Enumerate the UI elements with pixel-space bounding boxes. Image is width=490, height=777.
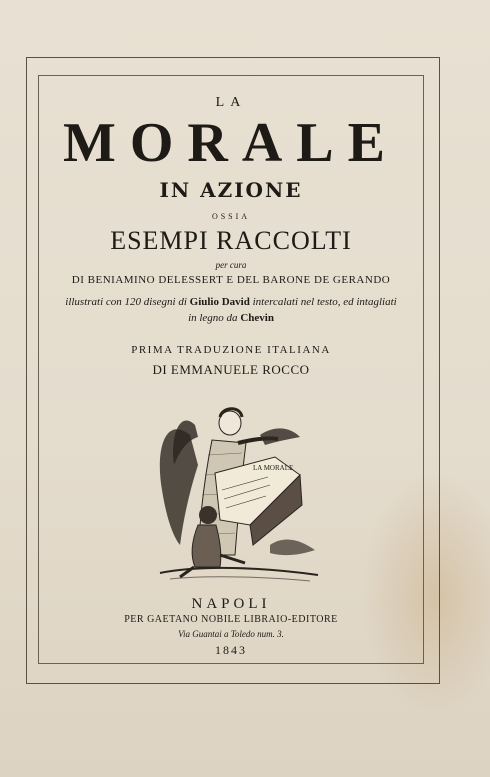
per-cura: per cura <box>215 260 247 270</box>
publication-year: 1843 <box>215 643 247 657</box>
publisher: PER GAETANO NOBILE LIBRAIO-EDITORE <box>124 614 338 625</box>
illustrator-name: Giulio David <box>189 296 250 308</box>
subtitle-2: ESEMPI RACCOLTI <box>110 226 352 255</box>
illustration-text-a: illustrati con 120 disegni di <box>65 296 187 308</box>
illustration-credit-line-2 <box>40 312 422 324</box>
book-label: LA MORALE <box>253 464 294 472</box>
translator: DI EMMANUELE ROCCO <box>152 362 310 377</box>
edition-note: PRIMA TRADUZIONE ITALIANA <box>131 344 331 356</box>
illustration-text-b: intercalati nel testo, ed intagliati <box>252 296 397 308</box>
engraver-name: Chevin <box>240 312 274 324</box>
illustration-credit-line-1 <box>40 296 422 308</box>
city: NAPOLI <box>191 596 271 612</box>
engraver-text: in legno da <box>188 312 238 324</box>
subtitle: IN AZIONE <box>159 178 303 202</box>
title-article: LA <box>215 95 247 110</box>
main-title: MORALE <box>63 112 399 174</box>
publisher-address: Via Guantai a Toledo num. 3. <box>178 629 284 639</box>
conjunction: OSSIA <box>211 212 251 221</box>
authors: DI BENIAMINO DELESSERT E DEL BARONE DE GERANDO <box>71 274 391 286</box>
angel-and-child-engraving <box>150 395 325 585</box>
